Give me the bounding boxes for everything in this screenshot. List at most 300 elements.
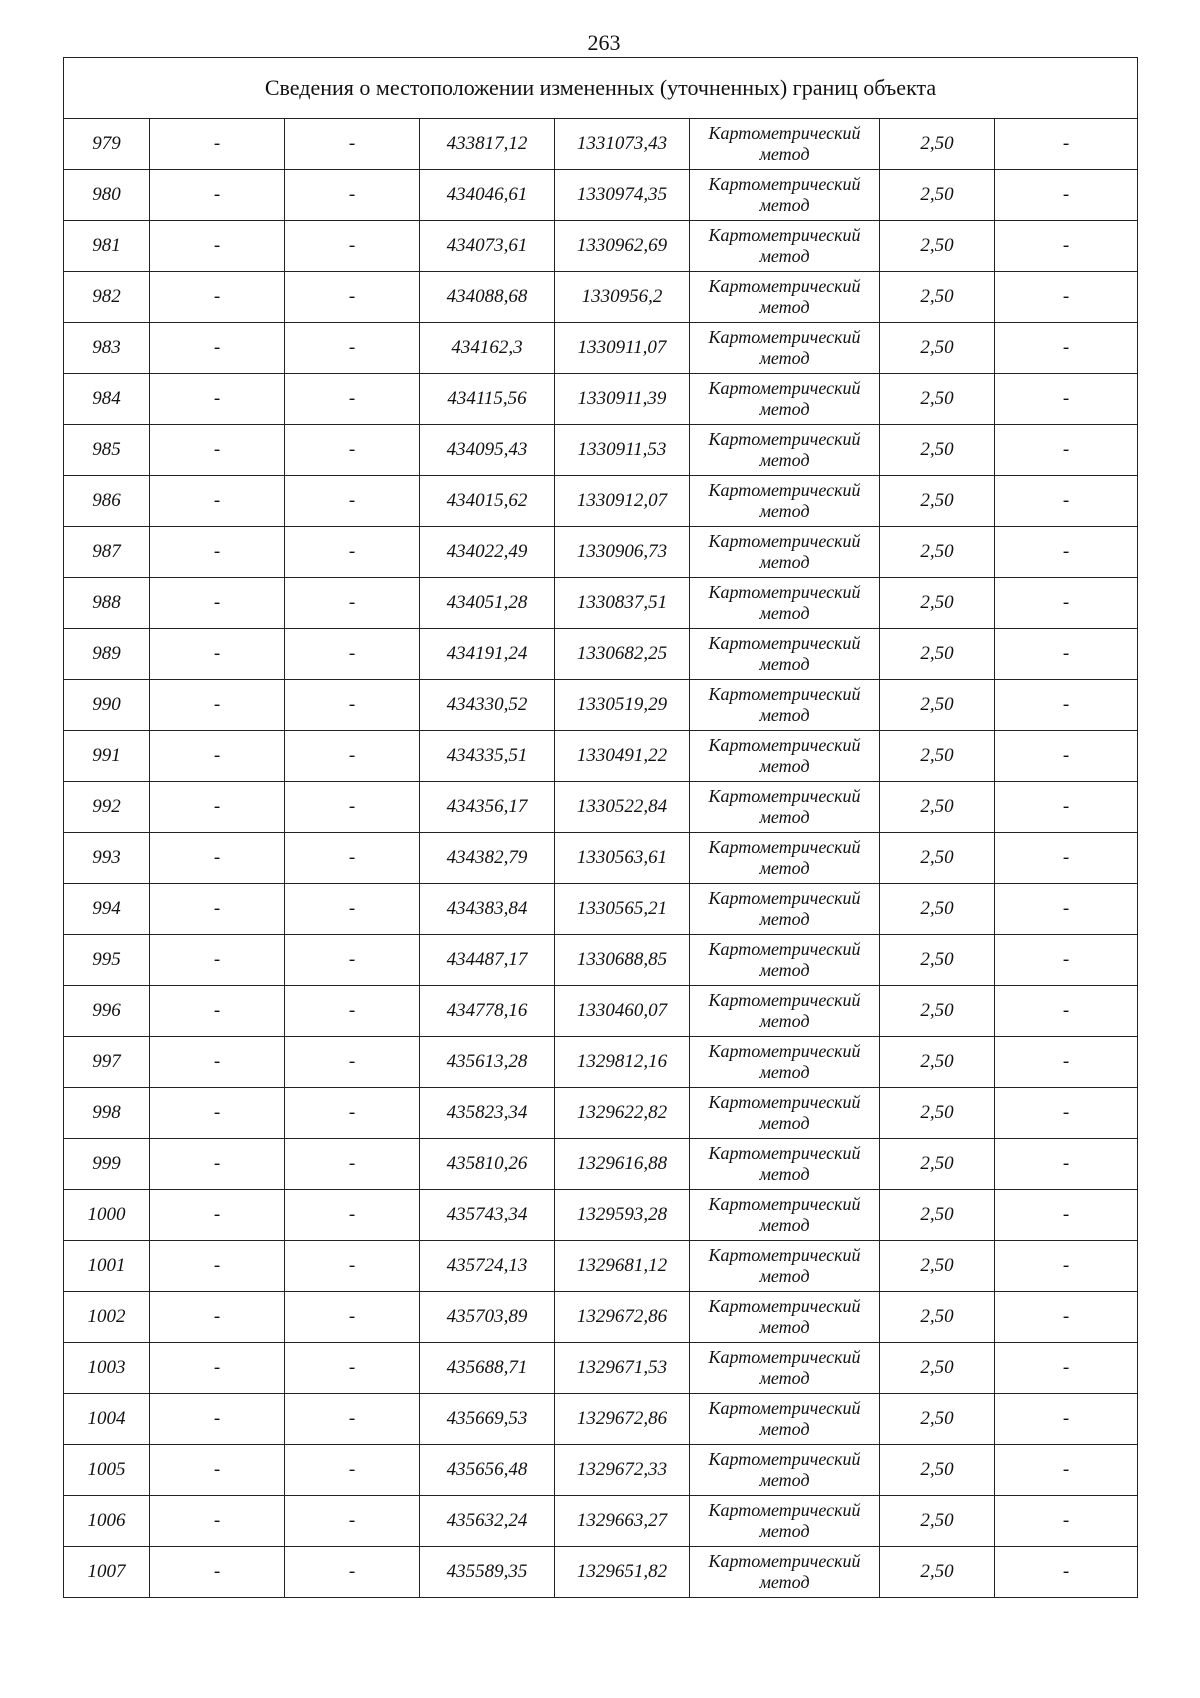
method-line-1: Картометрический <box>708 429 861 449</box>
table-row <box>64 1547 1138 1598</box>
empty-value-cell: - <box>285 170 420 221</box>
point-number-cell: 984 <box>64 374 150 425</box>
point-number-cell: 999 <box>64 1139 150 1190</box>
method-line-1: Картометрический <box>708 225 861 245</box>
method-cell <box>690 884 880 935</box>
empty-value-cell: - <box>285 221 420 272</box>
method-line-1: Картометрический <box>708 123 861 143</box>
method-line-2: метод <box>759 1062 810 1082</box>
empty-value-cell: - <box>995 1139 1138 1190</box>
empty-value-cell: - <box>285 119 420 170</box>
y-coordinate-cell: 1330974,35 <box>555 170 690 221</box>
empty-value-cell: - <box>285 1292 420 1343</box>
x-coordinate-cell: 434046,61 <box>420 170 555 221</box>
y-coordinate-cell: 1330962,69 <box>555 221 690 272</box>
method-cell <box>690 1037 880 1088</box>
x-coordinate-cell: 434335,51 <box>420 731 555 782</box>
y-coordinate-cell: 1329671,53 <box>555 1343 690 1394</box>
x-coordinate-cell: 434088,68 <box>420 272 555 323</box>
empty-value-cell: - <box>150 782 285 833</box>
method-line-2: метод <box>759 858 810 878</box>
method-line-1: Картометрический <box>708 684 861 704</box>
method-cell <box>690 323 880 374</box>
empty-value-cell: - <box>995 578 1138 629</box>
x-coordinate-cell: 434051,28 <box>420 578 555 629</box>
empty-value-cell: - <box>995 1343 1138 1394</box>
boundary-coordinates-table <box>63 57 1138 1598</box>
table-row <box>64 476 1138 527</box>
method-line-2: метод <box>759 960 810 980</box>
empty-value-cell: - <box>150 833 285 884</box>
method-line-1: Картометрический <box>708 1296 861 1316</box>
empty-value-cell: - <box>285 884 420 935</box>
empty-value-cell: - <box>995 884 1138 935</box>
empty-value-cell: - <box>150 884 285 935</box>
x-coordinate-cell: 435688,71 <box>420 1343 555 1394</box>
y-coordinate-cell: 1330688,85 <box>555 935 690 986</box>
method-cell <box>690 629 880 680</box>
y-coordinate-cell: 1331073,43 <box>555 119 690 170</box>
method-line-1: Картометрический <box>708 1194 861 1214</box>
empty-value-cell: - <box>150 323 285 374</box>
x-coordinate-cell: 434383,84 <box>420 884 555 935</box>
point-number-cell: 1002 <box>64 1292 150 1343</box>
empty-value-cell: - <box>150 221 285 272</box>
point-number-cell: 1003 <box>64 1343 150 1394</box>
method-line-2: метод <box>759 1215 810 1235</box>
y-coordinate-cell: 1329622,82 <box>555 1088 690 1139</box>
point-number-cell: 994 <box>64 884 150 935</box>
method-line-2: метод <box>759 654 810 674</box>
point-number-cell: 997 <box>64 1037 150 1088</box>
x-coordinate-cell: 435613,28 <box>420 1037 555 1088</box>
table-row <box>64 425 1138 476</box>
y-coordinate-cell: 1329616,88 <box>555 1139 690 1190</box>
empty-value-cell: - <box>995 1496 1138 1547</box>
method-cell <box>690 578 880 629</box>
precision-cell: 2,50 <box>880 170 995 221</box>
x-coordinate-cell: 435823,34 <box>420 1088 555 1139</box>
precision-cell: 2,50 <box>880 323 995 374</box>
empty-value-cell: - <box>150 1445 285 1496</box>
table-row <box>64 680 1138 731</box>
method-cell <box>690 425 880 476</box>
x-coordinate-cell: 433817,12 <box>420 119 555 170</box>
method-line-2: метод <box>759 1572 810 1592</box>
y-coordinate-cell: 1330956,2 <box>555 272 690 323</box>
method-line-2: метод <box>759 195 810 215</box>
method-cell <box>690 1088 880 1139</box>
x-coordinate-cell: 434015,62 <box>420 476 555 527</box>
method-cell <box>690 527 880 578</box>
point-number-cell: 992 <box>64 782 150 833</box>
precision-cell: 2,50 <box>880 1292 995 1343</box>
empty-value-cell: - <box>150 1088 285 1139</box>
table-row <box>64 986 1138 1037</box>
table-row <box>64 527 1138 578</box>
table-row <box>64 629 1138 680</box>
precision-cell: 2,50 <box>880 476 995 527</box>
method-cell <box>690 1139 880 1190</box>
method-line-1: Картометрический <box>708 888 861 908</box>
empty-value-cell: - <box>995 323 1138 374</box>
method-line-1: Картометрический <box>708 939 861 959</box>
empty-value-cell: - <box>150 935 285 986</box>
empty-value-cell: - <box>285 782 420 833</box>
empty-value-cell: - <box>150 1496 285 1547</box>
method-line-2: метод <box>759 1470 810 1490</box>
y-coordinate-cell: 1330563,61 <box>555 833 690 884</box>
empty-value-cell: - <box>285 1445 420 1496</box>
precision-cell: 2,50 <box>880 1343 995 1394</box>
empty-value-cell: - <box>285 1496 420 1547</box>
table-row <box>64 221 1138 272</box>
method-cell <box>690 1292 880 1343</box>
method-line-1: Картометрический <box>708 1500 861 1520</box>
y-coordinate-cell: 1330911,07 <box>555 323 690 374</box>
table-row <box>64 374 1138 425</box>
method-cell <box>690 1445 880 1496</box>
x-coordinate-cell: 434095,43 <box>420 425 555 476</box>
x-coordinate-cell: 435743,34 <box>420 1190 555 1241</box>
x-coordinate-cell: 434487,17 <box>420 935 555 986</box>
point-number-cell: 982 <box>64 272 150 323</box>
empty-value-cell: - <box>995 833 1138 884</box>
x-coordinate-cell: 434191,24 <box>420 629 555 680</box>
point-number-cell: 980 <box>64 170 150 221</box>
empty-value-cell: - <box>150 1292 285 1343</box>
empty-value-cell: - <box>995 1445 1138 1496</box>
y-coordinate-cell: 1329593,28 <box>555 1190 690 1241</box>
x-coordinate-cell: 434330,52 <box>420 680 555 731</box>
method-line-1: Картометрический <box>708 990 861 1010</box>
precision-cell: 2,50 <box>880 884 995 935</box>
point-number-cell: 996 <box>64 986 150 1037</box>
empty-value-cell: - <box>285 986 420 1037</box>
empty-value-cell: - <box>995 629 1138 680</box>
method-line-2: метод <box>759 756 810 776</box>
method-cell <box>690 272 880 323</box>
empty-value-cell: - <box>995 1088 1138 1139</box>
empty-value-cell: - <box>150 629 285 680</box>
method-line-1: Картометрический <box>708 378 861 398</box>
point-number-cell: 998 <box>64 1088 150 1139</box>
y-coordinate-cell: 1329812,16 <box>555 1037 690 1088</box>
point-number-cell: 983 <box>64 323 150 374</box>
empty-value-cell: - <box>285 1037 420 1088</box>
table-row <box>64 323 1138 374</box>
y-coordinate-cell: 1329663,27 <box>555 1496 690 1547</box>
empty-value-cell: - <box>285 1241 420 1292</box>
method-line-1: Картометрический <box>708 1245 861 1265</box>
table-row <box>64 1241 1138 1292</box>
method-line-1: Картометрический <box>708 786 861 806</box>
method-line-1: Картометрический <box>708 1092 861 1112</box>
y-coordinate-cell: 1330912,07 <box>555 476 690 527</box>
x-coordinate-cell: 435669,53 <box>420 1394 555 1445</box>
empty-value-cell: - <box>285 272 420 323</box>
precision-cell: 2,50 <box>880 425 995 476</box>
empty-value-cell: - <box>285 1088 420 1139</box>
point-number-cell: 979 <box>64 119 150 170</box>
precision-cell: 2,50 <box>880 119 995 170</box>
empty-value-cell: - <box>150 425 285 476</box>
method-line-2: метод <box>759 909 810 929</box>
table-row <box>64 1496 1138 1547</box>
point-number-cell: 987 <box>64 527 150 578</box>
table-row <box>64 1292 1138 1343</box>
method-line-2: метод <box>759 1011 810 1031</box>
method-line-1: Картометрический <box>708 582 861 602</box>
table-title-row <box>64 58 1138 119</box>
empty-value-cell: - <box>285 731 420 782</box>
x-coordinate-cell: 435724,13 <box>420 1241 555 1292</box>
empty-value-cell: - <box>995 425 1138 476</box>
empty-value-cell: - <box>150 680 285 731</box>
y-coordinate-cell: 1330565,21 <box>555 884 690 935</box>
empty-value-cell: - <box>995 1394 1138 1445</box>
precision-cell: 2,50 <box>880 1547 995 1598</box>
table-row <box>64 1445 1138 1496</box>
precision-cell: 2,50 <box>880 1394 995 1445</box>
method-line-2: метод <box>759 1266 810 1286</box>
empty-value-cell: - <box>995 527 1138 578</box>
page-number: 263 <box>587 30 621 55</box>
point-number-cell: 991 <box>64 731 150 782</box>
x-coordinate-cell: 434115,56 <box>420 374 555 425</box>
table-row <box>64 1394 1138 1445</box>
empty-value-cell: - <box>285 1190 420 1241</box>
point-number-cell: 1007 <box>64 1547 150 1598</box>
empty-value-cell: - <box>285 833 420 884</box>
method-cell <box>690 1241 880 1292</box>
method-line-1: Картометрический <box>708 1347 861 1367</box>
empty-value-cell: - <box>285 935 420 986</box>
empty-value-cell: - <box>150 578 285 629</box>
empty-value-cell: - <box>150 272 285 323</box>
empty-value-cell: - <box>285 425 420 476</box>
precision-cell: 2,50 <box>880 1088 995 1139</box>
precision-cell: 2,50 <box>880 1139 995 1190</box>
empty-value-cell: - <box>995 374 1138 425</box>
point-number-cell: 1000 <box>64 1190 150 1241</box>
x-coordinate-cell: 435656,48 <box>420 1445 555 1496</box>
x-coordinate-cell: 434356,17 <box>420 782 555 833</box>
method-line-1: Картометрический <box>708 1398 861 1418</box>
precision-cell: 2,50 <box>880 578 995 629</box>
table-row <box>64 119 1138 170</box>
y-coordinate-cell: 1329672,33 <box>555 1445 690 1496</box>
empty-value-cell: - <box>150 1190 285 1241</box>
precision-cell: 2,50 <box>880 527 995 578</box>
y-coordinate-cell: 1330460,07 <box>555 986 690 1037</box>
precision-cell: 2,50 <box>880 986 995 1037</box>
empty-value-cell: - <box>285 680 420 731</box>
method-cell <box>690 1496 880 1547</box>
precision-cell: 2,50 <box>880 629 995 680</box>
point-number-cell: 1006 <box>64 1496 150 1547</box>
empty-value-cell: - <box>285 629 420 680</box>
method-line-2: метод <box>759 450 810 470</box>
empty-value-cell: - <box>150 119 285 170</box>
x-coordinate-cell: 435589,35 <box>420 1547 555 1598</box>
method-line-2: метод <box>759 501 810 521</box>
table-row <box>64 272 1138 323</box>
x-coordinate-cell: 435703,89 <box>420 1292 555 1343</box>
table-row <box>64 884 1138 935</box>
method-line-1: Картометрический <box>708 276 861 296</box>
empty-value-cell: - <box>285 1139 420 1190</box>
precision-cell: 2,50 <box>880 935 995 986</box>
empty-value-cell: - <box>995 1547 1138 1598</box>
precision-cell: 2,50 <box>880 680 995 731</box>
y-coordinate-cell: 1330906,73 <box>555 527 690 578</box>
y-coordinate-cell: 1329651,82 <box>555 1547 690 1598</box>
table-row <box>64 935 1138 986</box>
table-title: Сведения о местоположении измененных (уточненных) границ объекта <box>64 58 1138 119</box>
empty-value-cell: - <box>150 1037 285 1088</box>
empty-value-cell: - <box>150 1343 285 1394</box>
method-cell <box>690 476 880 527</box>
empty-value-cell: - <box>995 476 1138 527</box>
method-line-1: Картометрический <box>708 327 861 347</box>
empty-value-cell: - <box>995 986 1138 1037</box>
table-row <box>64 1190 1138 1241</box>
method-line-1: Картометрический <box>708 480 861 500</box>
empty-value-cell: - <box>150 1547 285 1598</box>
method-cell <box>690 986 880 1037</box>
method-cell <box>690 680 880 731</box>
y-coordinate-cell: 1330911,53 <box>555 425 690 476</box>
point-number-cell: 1004 <box>64 1394 150 1445</box>
method-line-2: метод <box>759 1521 810 1541</box>
method-line-1: Картометрический <box>708 1041 861 1061</box>
method-cell <box>690 935 880 986</box>
method-cell <box>690 374 880 425</box>
y-coordinate-cell: 1329672,86 <box>555 1394 690 1445</box>
empty-value-cell: - <box>995 782 1138 833</box>
point-number-cell: 995 <box>64 935 150 986</box>
table-row <box>64 1343 1138 1394</box>
point-number-cell: 1005 <box>64 1445 150 1496</box>
point-number-cell: 981 <box>64 221 150 272</box>
empty-value-cell: - <box>285 323 420 374</box>
method-line-1: Картометрический <box>708 1551 861 1571</box>
precision-cell: 2,50 <box>880 731 995 782</box>
x-coordinate-cell: 434022,49 <box>420 527 555 578</box>
method-line-1: Картометрический <box>708 837 861 857</box>
precision-cell: 2,50 <box>880 1037 995 1088</box>
table-row <box>64 731 1138 782</box>
empty-value-cell: - <box>285 578 420 629</box>
method-cell <box>690 1343 880 1394</box>
method-line-2: метод <box>759 807 810 827</box>
empty-value-cell: - <box>150 374 285 425</box>
empty-value-cell: - <box>150 527 285 578</box>
x-coordinate-cell: 434382,79 <box>420 833 555 884</box>
method-cell <box>690 119 880 170</box>
method-line-2: метод <box>759 1164 810 1184</box>
method-cell <box>690 1394 880 1445</box>
method-line-1: Картометрический <box>708 1143 861 1163</box>
method-line-2: метод <box>759 1419 810 1439</box>
method-line-2: метод <box>759 399 810 419</box>
x-coordinate-cell: 434162,3 <box>420 323 555 374</box>
empty-value-cell: - <box>150 476 285 527</box>
table-row <box>64 1139 1138 1190</box>
method-cell <box>690 1547 880 1598</box>
precision-cell: 2,50 <box>880 782 995 833</box>
method-line-2: метод <box>759 1317 810 1337</box>
y-coordinate-cell: 1330682,25 <box>555 629 690 680</box>
empty-value-cell: - <box>995 731 1138 782</box>
x-coordinate-cell: 435810,26 <box>420 1139 555 1190</box>
precision-cell: 2,50 <box>880 221 995 272</box>
precision-cell: 2,50 <box>880 1190 995 1241</box>
empty-value-cell: - <box>995 1190 1138 1241</box>
empty-value-cell: - <box>995 1241 1138 1292</box>
point-number-cell: 1001 <box>64 1241 150 1292</box>
method-line-2: метод <box>759 552 810 572</box>
point-number-cell: 985 <box>64 425 150 476</box>
x-coordinate-cell: 434073,61 <box>420 221 555 272</box>
y-coordinate-cell: 1330837,51 <box>555 578 690 629</box>
method-cell <box>690 221 880 272</box>
empty-value-cell: - <box>995 935 1138 986</box>
method-cell <box>690 833 880 884</box>
method-cell <box>690 731 880 782</box>
method-line-2: метод <box>759 246 810 266</box>
precision-cell: 2,50 <box>880 374 995 425</box>
empty-value-cell: - <box>995 170 1138 221</box>
method-line-2: метод <box>759 1113 810 1133</box>
empty-value-cell: - <box>285 374 420 425</box>
method-cell <box>690 782 880 833</box>
precision-cell: 2,50 <box>880 272 995 323</box>
precision-cell: 2,50 <box>880 1445 995 1496</box>
method-line-2: метод <box>759 1368 810 1388</box>
table-row <box>64 1037 1138 1088</box>
empty-value-cell: - <box>150 170 285 221</box>
empty-value-cell: - <box>285 1343 420 1394</box>
empty-value-cell: - <box>285 1547 420 1598</box>
x-coordinate-cell: 435632,24 <box>420 1496 555 1547</box>
empty-value-cell: - <box>995 221 1138 272</box>
precision-cell: 2,50 <box>880 1496 995 1547</box>
empty-value-cell: - <box>150 1394 285 1445</box>
empty-value-cell: - <box>150 1139 285 1190</box>
method-line-2: метод <box>759 705 810 725</box>
y-coordinate-cell: 1330491,22 <box>555 731 690 782</box>
point-number-cell: 989 <box>64 629 150 680</box>
method-line-1: Картометрический <box>708 531 861 551</box>
point-number-cell: 993 <box>64 833 150 884</box>
empty-value-cell: - <box>285 1394 420 1445</box>
method-cell <box>690 1190 880 1241</box>
precision-cell: 2,50 <box>880 1241 995 1292</box>
empty-value-cell: - <box>285 527 420 578</box>
empty-value-cell: - <box>995 272 1138 323</box>
method-line-1: Картометрический <box>708 633 861 653</box>
table-row <box>64 578 1138 629</box>
empty-value-cell: - <box>995 119 1138 170</box>
method-line-2: метод <box>759 144 810 164</box>
y-coordinate-cell: 1329672,86 <box>555 1292 690 1343</box>
table-row <box>64 170 1138 221</box>
table-row <box>64 833 1138 884</box>
method-cell <box>690 170 880 221</box>
empty-value-cell: - <box>995 1292 1138 1343</box>
